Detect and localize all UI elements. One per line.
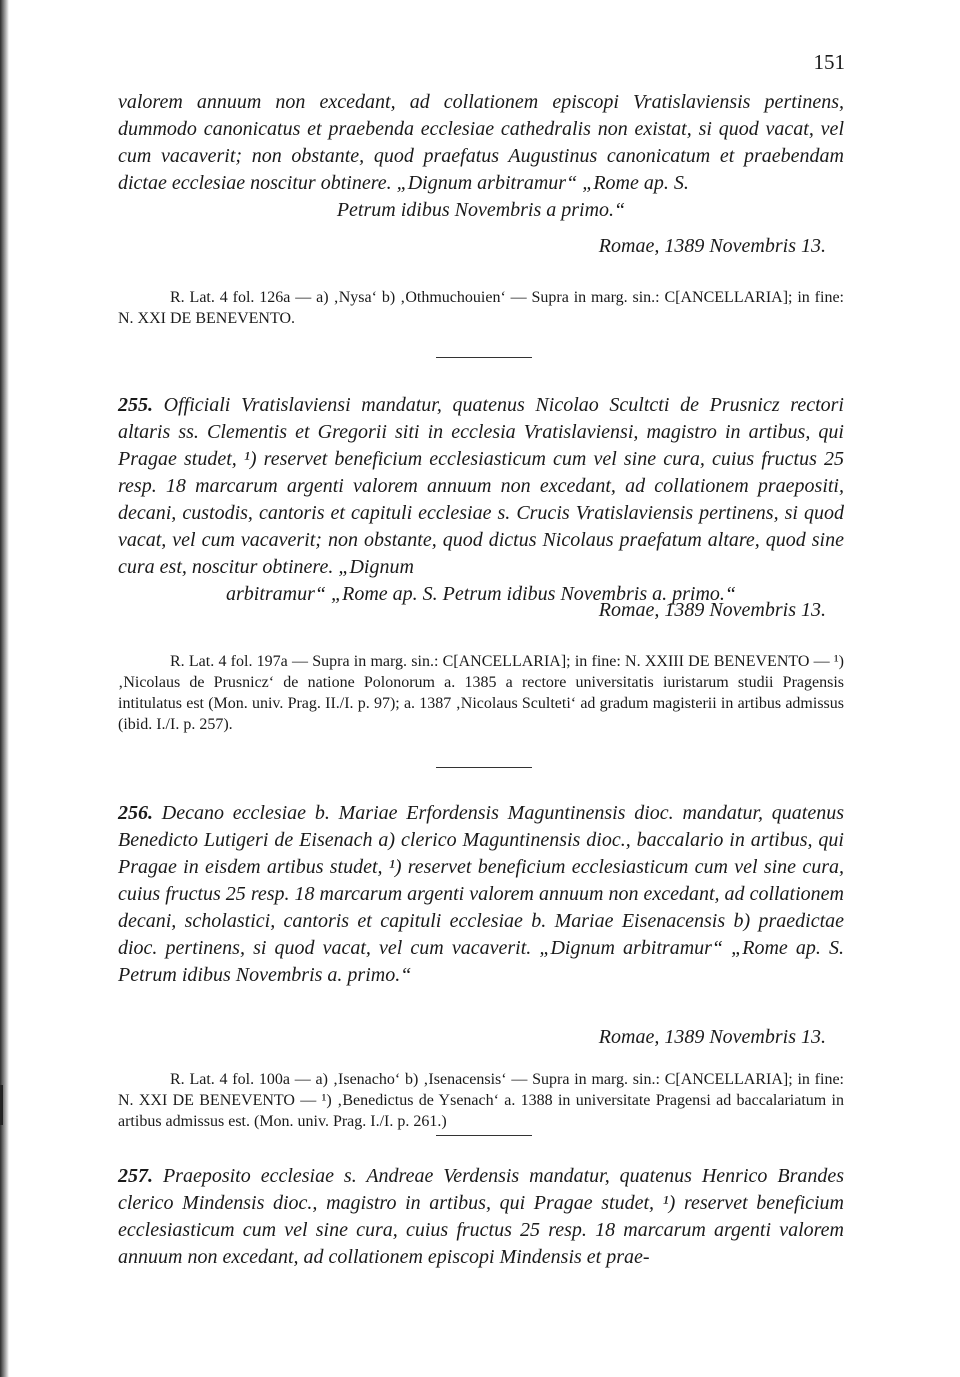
entry-dateline: Romae, 1389 Novembris 13. — [598, 599, 826, 621]
continuation-dateline: Romae, 1389 Novembris 13. — [598, 235, 826, 257]
entry-257 — [118, 1163, 844, 1271]
page-number: 151 — [813, 50, 845, 74]
continuation-text: valorem annuum non excedant, ad collationem episcopi Vratislaviensis pertinens, dummodo canonicatus et praebenda ecclesiae cathedralis non existat, si quod vacat, vel cum vacaverit; non obstante, quod praefatus Augustinus canonicatum et praebendam dictae ecclesiae noscitur obtinere. „Dignum arbitramur“ „Rome ap. S. — [118, 91, 844, 194]
continuation-text-last: Petrum idibus Novembris a primo.“ — [336, 199, 626, 221]
entry-text: 257. Praeposito ecclesiae s. Andreae Verdensis mandatur, quatenus Henrico Brandes clerico Mindensis dioc., magistro in artibus, qui Pragae studet, ¹) reservet beneficium ecclesiasticum cum vel sine cura, cuius fructus 25 resp. 18 marcarum argenti valorem annuum non excedant, ad collationem episcopi Mindensis et prae- — [118, 1165, 845, 1268]
continuation-note: R. Lat. 4 fol. 126a — a) ‚Nysa‘ b) ‚Othmuchouien‘ — Supra in marg. sin.: C[ANCELLARIA]; in fine: N. XXI DE BENEVENTO. — [118, 289, 844, 327]
separator-rule — [436, 1135, 532, 1136]
entry-text-last: arbitramur“ „Rome ap. S. Petrum idibus Novembris a. primo.“ — [225, 583, 737, 605]
separator-rule — [436, 357, 532, 358]
continuation-dateline-block — [118, 233, 844, 259]
continuation-block — [118, 89, 844, 224]
separator-rule — [436, 767, 532, 768]
entry-number: 257. — [118, 1165, 153, 1187]
entry-note: R. Lat. 4 fol. 197a — Supra in marg. sin.: C[ANCELLARIA]; in fine: N. XXIII DE BENEVENTO — ¹) ‚Nicolaus de Prusnicz‘ de natione Polonorum a. 1385 a rectore universitatis iuristarum studii Pragensis intitulatus est (Mon. univ. Prag. II./I. p. 97); a. 1387 ‚Nicolaus Sculteti‘ ad gradum magisterii in artibus admissus (ibid. I./I. p. 257). — [118, 653, 844, 733]
entry-255-note-block — [118, 651, 844, 735]
entry-256 — [118, 800, 844, 989]
entry-255-dateline-block — [118, 597, 844, 623]
entry-number: 255. — [118, 394, 153, 416]
entry-255 — [118, 392, 844, 608]
entry-note: R. Lat. 4 fol. 100a — a) ‚Isenacho‘ b) ‚Isenacensis‘ — Supra in marg. sin.: C[ANCELLARIA]; in fine: N. XXI DE BENEVENTO — ¹) ‚Benedictus de Ysenach‘ a. 1388 in universitate Pragensi ad baccalariatum in artibus admissus est. (Mon. univ. Prag. I./I. p. 261.) — [118, 1071, 844, 1130]
entry-text: 256. Decano ecclesiae b. Mariae Erfordensis Maguntinensis dioc. mandatur, quatenus Benedicto Lutigeri de Eisenach a) clerico Maguntinensis dioc., baccalario in artibus, qui Pragae in eisdem artibus studet, ¹) reservet beneficium ecclesiasticum cum vel sine cura, cuius fructus 25 resp. 18 marcarum argenti valorem annuum non excedant, ad collationem decani, scholastici, cantoris et capituli ecclesiae b. Mariae Eisenacensis b) praedictae dioc. pertinens, si quod vacat, vel cum vacaverit. „Dignum arbitramur“ „Rome ap. S. Petrum idibus Novembris a. primo.“ — [118, 802, 845, 986]
entry-dateline: Romae, 1389 Novembris 13. — [598, 1026, 826, 1048]
entry-256-dateline-block — [118, 1024, 844, 1050]
page-edge-shadow — [0, 0, 9, 1377]
entry-256-note-block — [118, 1069, 844, 1132]
edge-mark — [0, 1085, 3, 1125]
continuation-note-block — [118, 287, 844, 329]
entry-text: 255. Officiali Vratislaviensi mandatur, quatenus Nicolao Scultcti de Prusnicz rectori altaris ss. Clementis et Gregorii siti in ecclesia Vratislaviensi, magistro in artibus, qui Pragae studet, ¹) reservet beneficium ecclesiasticum cum vel sine cura, cuius fructus 25 resp. 18 marcarum argenti valorem annuum non excedant, ad collationem praepositi, decani, custodis, cantoris et capituli ecclesiae s. Crucis Vratislaviensis pertinens, si quod vacat, vel cum vacaverit; non obstante, quod dictus Nicolaus praefatum altare, quod sine cura est, noscitur obtinere. „Dignum — [118, 394, 844, 578]
entry-number: 256. — [118, 802, 153, 824]
